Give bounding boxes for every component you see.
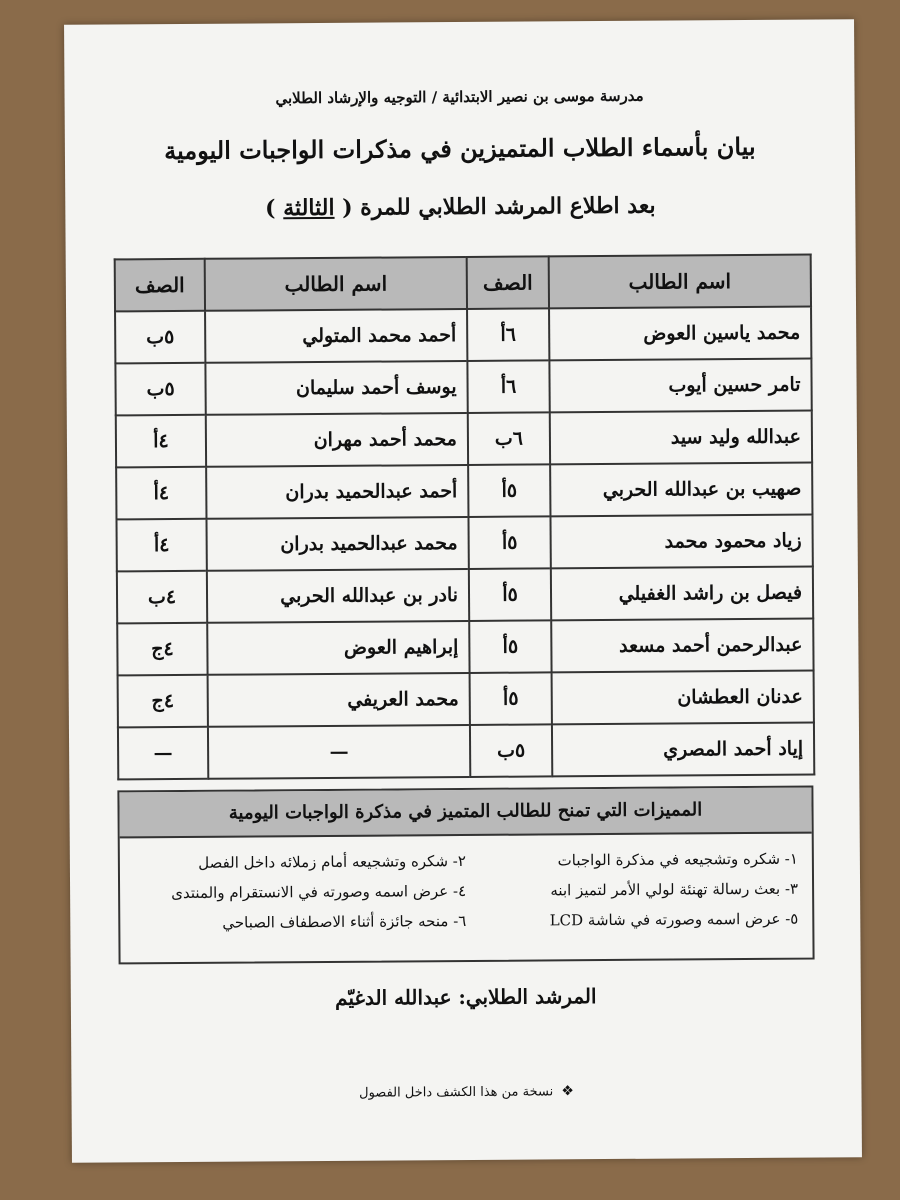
student-class: ٥أ — [468, 516, 550, 569]
student-name: محمد عبدالحميد بدران — [206, 517, 468, 571]
table-row — [118, 671, 814, 728]
document-subtitle — [65, 191, 855, 223]
student-name: محمد العريفي — [208, 673, 470, 727]
table-row — [117, 567, 813, 624]
student-class: ٤ج — [118, 675, 208, 728]
benefit-item: ٥- عرض اسمه وصورته في شاشة LCD — [549, 909, 799, 930]
student-class: ٦ب — [468, 412, 550, 465]
student-name: يوسف أحمد سليمان — [205, 361, 467, 415]
document-title: بيان بأسماء الطلاب المتميزين في مذكرات الواجبات اليومية — [164, 131, 756, 166]
student-class: ٦أ — [467, 308, 549, 361]
student-class: ٥ب — [115, 311, 205, 364]
student-name: زياد محمود محمد — [550, 515, 812, 569]
student-class: ٥أ — [469, 620, 551, 673]
table-row — [116, 515, 812, 572]
student-name: عبدالرحمن أحمد مسعد — [551, 619, 813, 673]
table-row — [115, 359, 811, 416]
header-student-name-2: اسم الطالب — [205, 257, 467, 311]
student-name: عبدالله وليد سيد — [550, 411, 812, 465]
benefit-item: ٣- بعث رسالة تهنئة لولي الأمر لتميز ابنه — [550, 879, 799, 900]
student-name: محمد أحمد مهران — [206, 413, 468, 467]
table-row — [116, 411, 812, 468]
students-table — [114, 254, 816, 781]
subtitle-round: الثالثة — [283, 194, 335, 222]
student-class: ٥ب — [115, 363, 205, 416]
student-class: ٥أ — [470, 672, 552, 725]
student-name: نادر بن عبدالله الحربي — [207, 569, 469, 623]
note-text: نسخة من هذا الكشف داخل الفصول — [359, 1084, 554, 1101]
student-name: إياد أحمد المصري — [552, 723, 814, 777]
student-class: ٤ب — [117, 571, 207, 624]
student-class: ٥ب — [470, 724, 552, 777]
benefits-title: المميزات التي تمنح للطالب المتميز في مذكرة الواجبات اليومية — [119, 788, 811, 839]
header-student-name-1: اسم الطالب — [549, 255, 811, 309]
student-name: عدنان العطشان — [552, 671, 814, 725]
student-class: ٤أ — [116, 467, 206, 520]
student-class: ٥أ — [469, 568, 551, 621]
student-name: إبراهيم العوض — [207, 621, 469, 675]
student-name: صهيب بن عبدالله الحربي — [550, 463, 812, 517]
student-name: فيصل بن راشد الغفيلي — [551, 567, 813, 621]
student-class: ٤ج — [117, 623, 207, 676]
subtitle-prefix: بعد اطلاع المرشد الطلابي للمرة ( — [342, 192, 656, 221]
benefit-item: ٤- عرض اسمه وصورته في الانستقرام والمنتدى — [171, 881, 467, 903]
benefit-item: ٦- منحه جائزة أثناء الاصطفاف الصباحي — [222, 911, 467, 932]
school-header: مدرسة موسى بن نصير الابتدائية / التوجيه والإرشاد الطلابي — [275, 86, 644, 108]
student-class: ٥أ — [468, 464, 550, 517]
table-row — [116, 463, 812, 520]
document-page — [64, 19, 862, 1162]
student-class: — — [118, 727, 208, 780]
diamond-bullet-icon: ❖ — [561, 1083, 574, 1100]
header-class-1: الصف — [467, 256, 549, 309]
table-row — [115, 307, 811, 364]
student-name: تامر حسين أيوب — [549, 359, 811, 413]
student-class: ٤أ — [116, 519, 206, 572]
student-class: ٦أ — [467, 360, 549, 413]
header-class-2: الصف — [115, 259, 205, 312]
student-name: — — [208, 725, 470, 779]
counselor-signature: المرشد الطلابي: عبدالله الدغيّم — [335, 984, 597, 1010]
table-header-row — [115, 255, 811, 312]
distribution-note — [71, 1081, 861, 1103]
student-name: محمد ياسين العوض — [549, 307, 811, 361]
student-name: أحمد محمد المتولي — [205, 309, 467, 363]
student-name: أحمد عبدالحميد بدران — [206, 465, 468, 519]
subtitle-suffix: ) — [265, 195, 276, 222]
benefits-box — [117, 786, 814, 965]
benefit-item: ١- شكره وتشجيعه في مذكرة الواجبات — [557, 849, 798, 870]
table-row — [118, 723, 814, 780]
benefits-list — [120, 834, 813, 933]
benefit-item: ٢- شكره وتشجيعه أمام زملائه داخل الفصل — [198, 851, 466, 872]
table-row — [117, 619, 813, 676]
student-class: ٤أ — [116, 415, 206, 468]
